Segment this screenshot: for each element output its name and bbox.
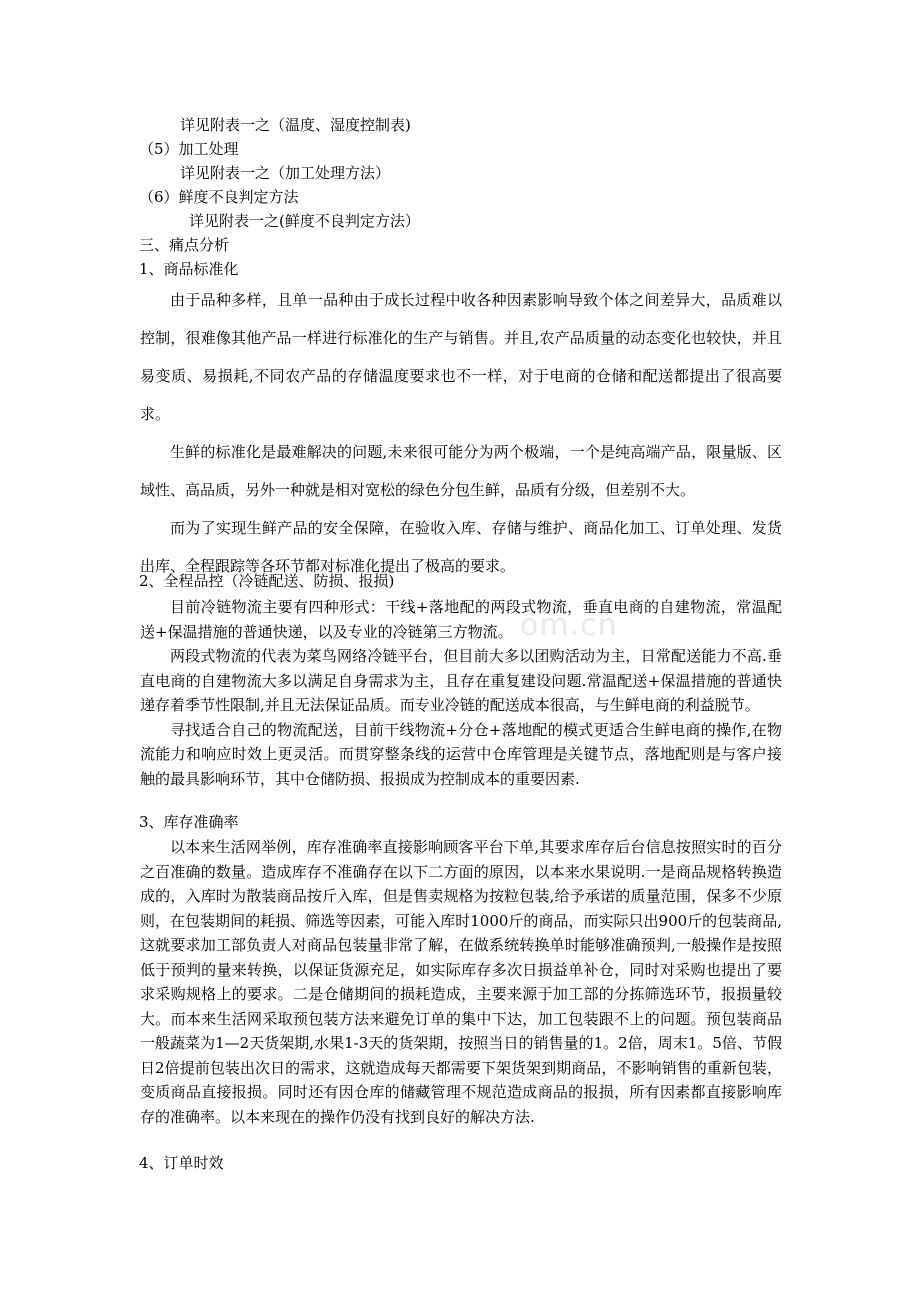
subsection-1-heading: 1、商品标准化	[139, 260, 239, 278]
paragraph: 寻找适合自己的物流配送，目前干线物流+分仓+落地配的模式更适合生鲜电商的操作,在物流能力和响应时效上更灵活。而贯穿整条线的运营中仓库管理是关键节点，落地配则是与客户接触的最具影响环节，其中仓储防损、报损成为控制成本的重要因素.	[140, 720, 782, 788]
attachment-ref-processing: 详见附表一之（加工处理方法）	[180, 164, 391, 182]
attachment-ref-temperature: 详见附表一之（温度、湿度控制表)	[180, 116, 411, 134]
watermark: om.cn	[520, 608, 618, 643]
paragraph: 目前冷链物流主要有四种形式：干线+落地配的两段式物流，垂直电商的自建物流，常温配送+保温措施的普通快递，以及专业的冷链第三方物流。	[140, 598, 782, 641]
item-5-heading: （5）加工处理	[139, 140, 239, 158]
subsection-3-heading: 3、库存准确率	[139, 813, 239, 831]
paragraph: 以本来生活网举例，库存准确率直接影响顾客平台下单,其要求库存后台信息按照实时的百分之百准确的数量。造成库存不准确存在以下二方面的原因，以本来水果说明.一是商品规格转换造成的，入库时为散装商品按斤入库，但是售卖规格为按粒包装,给予承诺的质量范围，保多不少原则，在包装期间的耗损、筛选等因素，可能入库时1000斤的商品，而实际只出900斤的包装商品,这就要求加工部负责人对商品包装量非常了解，在做系统转换单时能够准确预判,一般操作是按照低于预判的量来转换，以保证货源充足，如实际库存多次日损益单补仓，同时对采购也提出了要求采购规格上的要求。二是仓储期间的损耗造成，主要来源于加工部的分拣筛选环节，报损量较大。而本来生活网采取预包装方法来避免订单的集中下达，加工包装跟不上的问题。预包装商品一般蔬菜为1—2天货架期,水果1-3天的货架期，按照当日的销售量的1。2倍，周末1。5倍、节假日2倍提前包装出次日的需求，这就造成每天都需要下架货架到期商品，不影响销售的重新包装，变质商品直接报损。同时还有因仓库的储藏管理不规范造成商品的报损，所有因素都直接影响库存的准确率。以本来现在的操作仍没有找到良好的解决方法.	[140, 838, 782, 1126]
standardization-text	[140, 281, 782, 585]
inventory-accuracy-text	[140, 835, 782, 1129]
attachment-ref-freshness: 详见附表一之(鲜度不良判定方法）	[189, 212, 420, 230]
item-6-heading: （6）鲜度不良判定方法	[139, 188, 299, 206]
quality-control-text	[140, 595, 782, 791]
section-3-heading: 三、痛点分析	[139, 236, 230, 254]
paragraph: 两段式物流的代表为菜鸟网络冷链平台，但目前大多以团购活动为主，日常配送能力不高.垂直电商的自建物流大多以满足自身需求为主，且存在重复建设问题.常温配送+保温措施的普通快递存着季节性限制,并且无法保证品质。而专业冷链的配送成本很高，与生鲜电商的利益脱节。	[140, 647, 782, 714]
subsection-2-heading: 2、全程品控（冷链配送、防损、报损)	[139, 572, 395, 590]
paragraph: 由于品种多样，且单一品种由于成长过程中收各种因素影响导致个体之间差异大，品质难以控制，很难像其他产品一样进行标准化的生产与销售。并且,农产品质量的动态变化也较快，并且易变质、易损耗,不同农产品的存储温度要求也不一样，对于电商的仓储和配送都提出了很高要求。	[140, 291, 782, 423]
paragraph: 而为了实现生鲜产品的安全保障，在验收入库、存储与维护、商品化加工、订单处理、发货出库、全程跟踪等各环节都对标准化提出了极高的要求。	[140, 519, 782, 575]
paragraph: 生鲜的标准化是最难解决的问题,未来很可能分为两个极端，一个是纯高端产品，限量版、区域性、高品质，另外一种就是相对宽松的绿色分包生鲜，品质有分级，但差别不大。	[140, 443, 782, 499]
subsection-4-heading: 4、订单时效	[139, 1154, 224, 1172]
